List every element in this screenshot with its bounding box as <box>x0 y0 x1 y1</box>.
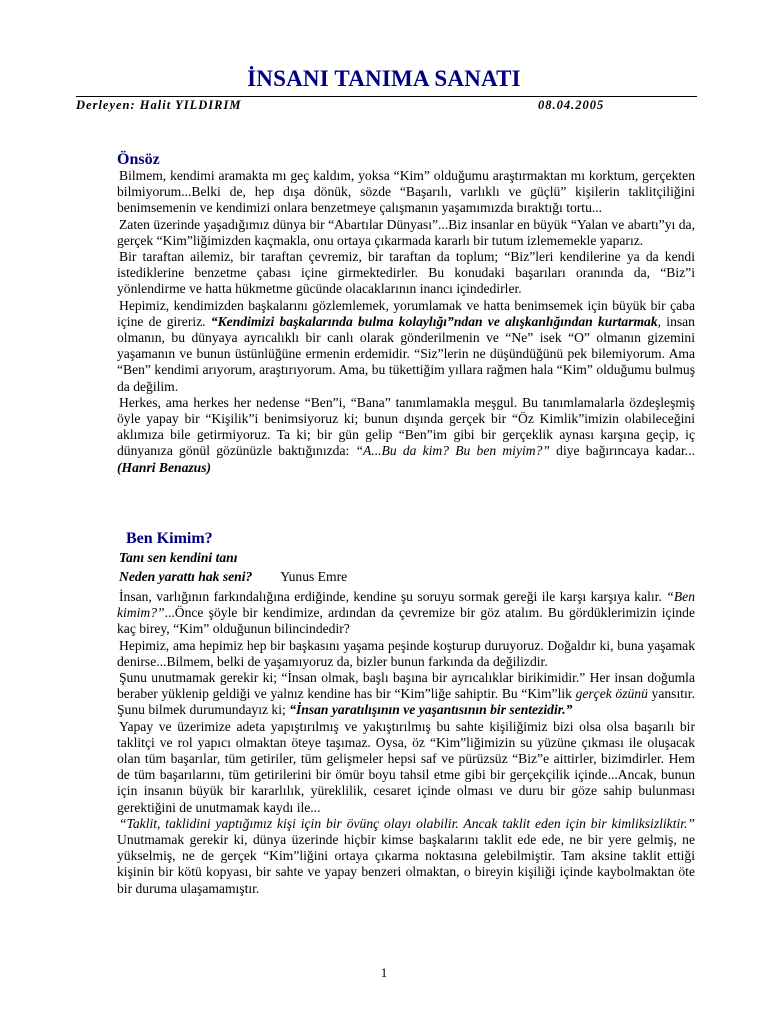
document-meta <box>76 96 697 113</box>
paragraph <box>117 719 695 816</box>
quote-text: “A...Bu da kim? Bu ben miyim?” <box>355 443 550 459</box>
paragraph-text: Hepimiz, ama hepimiz hep bir başkasını yaşama peşinde koşturup duruyoruz. Doğaldır ki, buna yaşamak denirse...Bilmem, belki de yaşamıyoruz da, bizler bunun farkında da değilizdir. <box>117 637 695 669</box>
emphasis-text: “Kendimizi başkalarında bulma kolaylığı”ndan ve alışkanlığından kurtarmak <box>210 313 658 329</box>
paragraph-text: Zaten üzerinde yaşadığımız dünya bir “Abartılar Dünyası”...Biz insanlar en büyük “Yalan ve abartı”yı da, gerçek “Kim”liğimizden kaçmakla, onu ortaya çıkarmada kararlı bir tutum izlememekle yaparız. <box>117 216 695 248</box>
paragraph-text: Herkes, ama herkes her nedense “Ben”i, “Bana” tanımlamakla meşgul. Bu tanımlamalarla özdeşleşmiş öyle yapay bir “Kişilik”i benimsiyoruz ki; bunun dışında gerçek bir “Öz Kimlik”imizin olabileceğini aklımıza bile getirmiyoruz. Ta ki; bir gün gelip “Ben”im gibi bir gerçeklik aynası karşına geçip, iç dünyanıza gönül gözünüzle baktığınızda: <box>117 394 695 459</box>
paragraph-text: Hepimiz, kendimizden başkalarını gözlemlemek, yorumlamak ve hatta benimsemek için büyük bir çaba içine de gireriz. <box>117 297 695 329</box>
section-heading-ben-kimim: Ben Kimim? <box>126 530 213 547</box>
paragraph <box>117 589 695 638</box>
paragraph-text: Bir taraftan ailemiz, bir taraftan çevremiz, bir taraftan da toplum; “Biz”leri kendilerine ya da kendi istediklerine benzetme çabası içine girmektedirler. Bu konudaki başarıları oranında da, “Biz”i yönlendirme ve hatta hükmetme gücünde olacaklarının inancı içindedirler. <box>117 249 695 297</box>
paragraph-text: Yapay ve üzerimize adeta yapıştırılmış ve yakıştırılmış bu sahte kişiliğimiz bizi olsa olsa başarılı bir taklitçi ve rol yapıcı olmaktan öteye taşımaz. Oysa, öz “Kim”liğimizin su yüzüne çıkması ile oluşacak olan tüm başarılar, tüm getiriler, tüm gelişmeler hepsi saf ve pürüzsüz “Biz”e aittirler, bizimdirler. Hem de tüm başarılarını, tüm getirilerini bir ömür boyu tahsil etme gibi bir gerçekçilik içinde...Ancak, bunun için insanın büyük bir kararlılık, yüreklilik, cesaret içinde olması ve duru bir göze sahip bulunması gerektiğini de unutmamak kaydı ile... <box>117 718 695 815</box>
emphasis-text: “İnsan yaratılışının ve yaşantısının bir sentezidir.” <box>289 702 573 718</box>
section-heading-onsoz: Önsöz <box>117 151 160 168</box>
emphasis-text: gerçek özünü <box>575 686 648 702</box>
paragraph <box>117 298 695 395</box>
paragraph-text: , insan olmanın, bu dünyaya ayrıcalıklı bir canlı olarak gönderilmenin ve “Ne” isek “O” olmanın gizemini yaşamanın ve bunun üstünlüğüne ermenin erdemidir. “Siz”lerin ne düşündüğünü pek bilemiyorum. Ama “Ben” kendimi arıyorum, araştırıyorum. Ama, bu tükettiğim yıllara rağmen hala “Kim” olduğumu bulmuş da değilim. <box>117 313 695 394</box>
paragraph <box>117 168 695 217</box>
document-title: İNSANI TANIMA SANATI <box>247 66 521 91</box>
paragraph-text: Unutmamak gerekir ki, dünya üzerinde hiçbir kimse başkalarını taklit ede ede, ne bir yere gelmiş, ne yükselmiş, ne de gerçek “Kim”liğini ortaya çıkarma noktasına gelebilmiştir. Tam aksine taklit ettiği kişinin bir kötü kopyası, bir sahte ve yapay benzeri olmaktan, o bireyin kişiliği içinde kaybolmaktan öte bir duruma ulaşamamıştır. <box>117 832 695 896</box>
epigraph <box>119 548 347 586</box>
paragraph-text: ...Önce şöyle bir kendimize, ardından da çevremize bir göz atalım. Bu gördüklerimizin içinde kaç birey, “Kim” olduğunun bilincindedir? <box>117 605 695 637</box>
author-line: Derleyen: Halit YILDIRIM <box>76 98 242 112</box>
epigraph-author: Yunus Emre <box>280 569 348 584</box>
paragraph-text: yansıtır. Şunu bilmek durumundayız ki; <box>117 686 695 718</box>
paragraph <box>117 670 695 719</box>
paragraph-text: İnsan, varlığının farkındalığına erdiğinde, kendine şu soruyu sormak gereği ile karşı karşıya kalır. <box>119 589 667 604</box>
quote-text: “Ben kimim?” <box>117 589 695 621</box>
quote-text: “Taklit, taklidini yaptığımız kişi için bir övünç olayı olabilir. Ancak taklit eden için bir kimliksizliktir.” <box>119 815 695 831</box>
epigraph-line: Tanı sen kendini tanı <box>119 550 238 565</box>
paragraph <box>117 638 695 670</box>
paragraph-text: Bilmem, kendimi aramakta mı geç kaldım, yoksa “Kim” olduğumu araştırmaktan mı korktum, gerçekten bilmiyorum...Belki de, hep dışa dönük, sözde “Başarılı, varlıklı ve güçlü” kişilerin taklitçiliğini benimsemenin ve kendimizi onlara benzetmeye çalışmanın yaşamımızda bıraktığı tortu... <box>117 168 695 216</box>
epigraph-line-text: Neden yarattı hak seni? <box>119 569 253 584</box>
paragraph <box>117 816 695 897</box>
paragraph <box>117 249 695 298</box>
document-date: 08.04.2005 <box>538 98 605 112</box>
page-number: 1 <box>380 965 388 980</box>
paragraph-text: diye bağırıncaya kadar... <box>549 443 695 459</box>
epigraph-line-2 <box>119 567 347 586</box>
paragraph <box>117 217 695 249</box>
onsoz-body <box>117 168 695 476</box>
paragraph <box>117 395 695 476</box>
ben-kimim-body <box>117 589 695 897</box>
citation: (Hanri Benazus) <box>117 459 212 475</box>
paragraph-text: Şunu unutmamak gerekir ki; “İnsan olmak, başlı başına bir ayrıcalıklar birikimidir.” Her insan doğumla beraber yüklenip geldiği ve yalnız kendine has bir “Kim”liğe sahiptir. Bu “Kim”lik <box>117 670 695 702</box>
